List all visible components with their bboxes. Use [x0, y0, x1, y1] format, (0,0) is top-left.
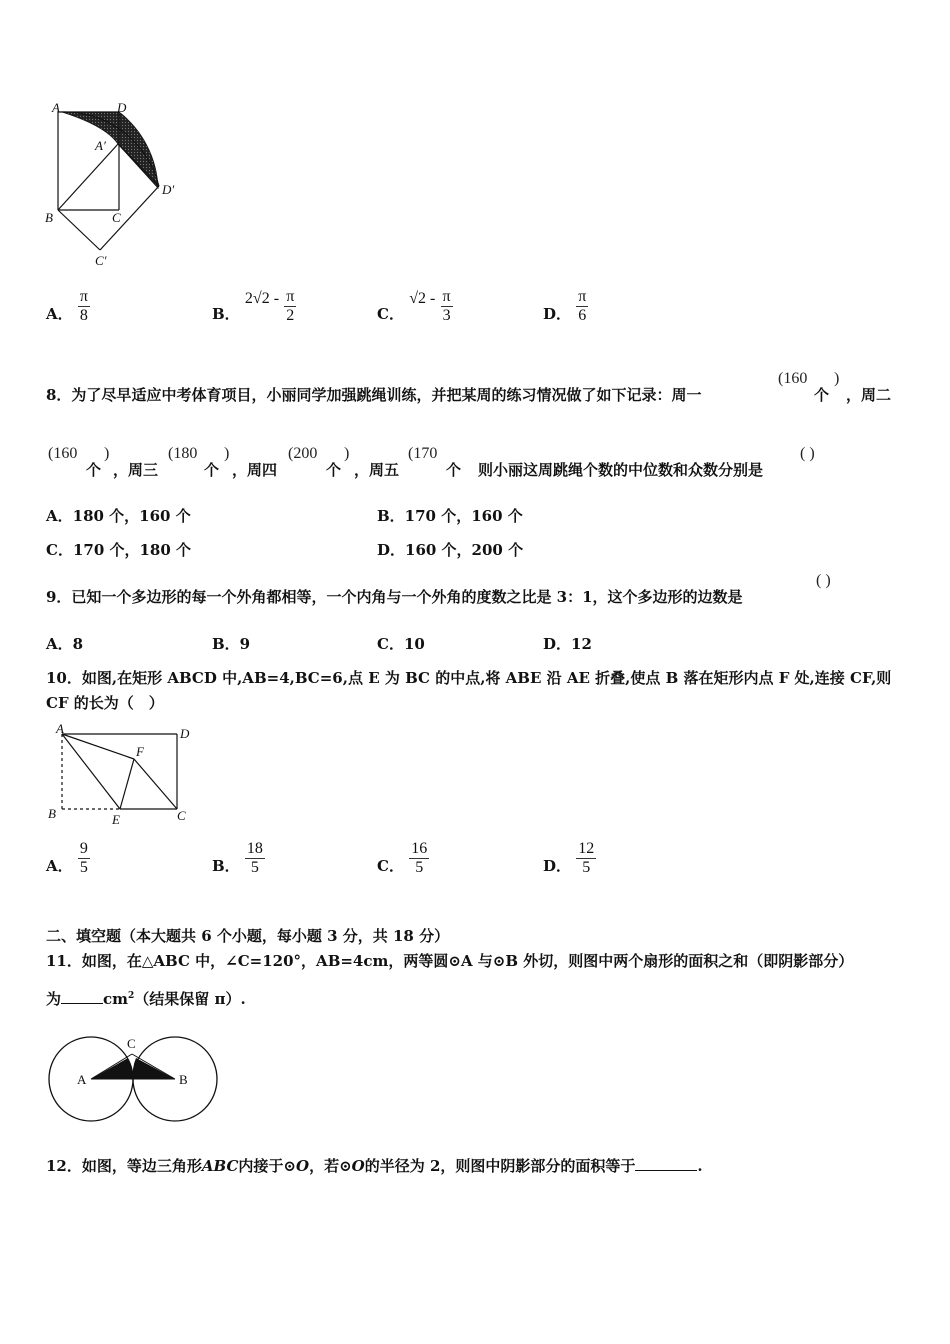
q12-answer-blank[interactable]	[635, 1170, 697, 1171]
q12-tail: 的半径为 2，则图中阴影部分的面积等于	[364, 1157, 636, 1175]
q12-end: .	[697, 1157, 703, 1175]
q7-label-A: A	[52, 100, 60, 115]
q10-b-letter: B．	[212, 857, 240, 876]
q11-answer-blank[interactable]	[61, 1003, 103, 1004]
q7-option-d[interactable]	[543, 288, 588, 326]
q12-mid1: 内接于⊙	[238, 1157, 296, 1175]
q11-line2	[46, 988, 246, 1009]
q12-o1: O	[296, 1157, 310, 1175]
q10-line1: 10．如图,在矩形 ABCD 中,AB=4,BC=6,点 E 为 BC 的中点,将 ABE 沿 AE 折叠,使点 B 落在矩形内点 F 处,连接 CF,则	[46, 669, 892, 687]
q11-label-B: B	[179, 1072, 188, 1087]
q7-a-letter: A．	[46, 305, 73, 324]
q10-a-fraction: $\frac{9}{5}$	[79, 840, 88, 877]
q7-option-a[interactable]	[46, 288, 90, 326]
q10-line2: CF 的长为（ ）	[46, 694, 164, 712]
q7-b-letter: B．	[212, 305, 240, 324]
q8-thu-label: ，周四	[232, 461, 278, 479]
q12-text	[46, 1155, 703, 1176]
q7-option-b[interactable]	[212, 288, 296, 326]
q12-mid2: ，若⊙	[309, 1157, 352, 1175]
q11-prefix: 为	[46, 990, 62, 1008]
q7-option-c[interactable]	[377, 288, 453, 326]
q11-figure	[40, 1030, 225, 1130]
q8-fri-label: ，周五	[354, 461, 400, 479]
q10-label-F: F	[136, 744, 144, 759]
q8-close-wed: )	[224, 445, 230, 462]
q10-c-fraction: $\frac{16}{5}$	[411, 840, 428, 877]
q7-b-fraction: $\frac{\pi}{2}$	[286, 288, 295, 325]
q8-value-thu: (200	[288, 445, 318, 462]
q8-unit-fri: 个	[446, 461, 462, 479]
q10-option-d[interactable]	[543, 840, 596, 878]
q10-option-b[interactable]	[212, 840, 265, 878]
q8-value-wed: (180	[168, 445, 198, 462]
q11-unit-sup: 2	[128, 991, 135, 1001]
q10-b-fraction: $\frac{18}{5}$	[246, 840, 263, 877]
q7-d-fraction: $\frac{\pi}{6}$	[578, 288, 587, 325]
q12-o2: O	[351, 1157, 365, 1175]
q8-value-fri: (170	[408, 445, 438, 462]
q7-label-C: C	[112, 210, 121, 225]
q8-question-tail: 则小丽这周跳绳个数的中位数和众数分别是	[478, 461, 764, 479]
q8-line1: 8．为了尽早适应中考体育项目，小丽同学加强跳绳训练，并把某周的练习情况做了如下记录：周一	[46, 386, 702, 404]
q8-option-b[interactable]: B．170 个，160 个	[377, 507, 523, 525]
q10-label-A: A	[56, 721, 64, 736]
q10-a-letter: A．	[46, 857, 73, 876]
q7-a-fraction: $\frac{\pi}{8}$	[79, 288, 88, 325]
q8-value-mon: (160	[778, 370, 808, 387]
q8-option-c[interactable]: C．170 个，180 个	[46, 541, 192, 559]
q9-option-b[interactable]: B．9	[212, 635, 251, 653]
q8-tue-label: ，周二	[846, 386, 892, 404]
q10-label-E: E	[112, 812, 120, 827]
q10-label-C: C	[177, 808, 186, 823]
q10-option-a[interactable]	[46, 840, 90, 878]
q10-d-fraction: $\frac{12}{5}$	[578, 840, 595, 877]
q8-unit-tue: 个	[86, 461, 102, 479]
q11-label-C: C	[127, 1036, 136, 1051]
q8-answer-paren: ( )	[800, 445, 815, 462]
q8-unit-thu: 个	[326, 461, 342, 479]
q10-label-B: B	[48, 806, 56, 821]
q10-label-D: D	[180, 726, 190, 741]
q7-label-D: D	[117, 100, 127, 115]
q9-option-c[interactable]: C．10	[377, 635, 425, 653]
q12-abc: ABC	[201, 1157, 239, 1175]
q8-unit-wed: 个	[204, 461, 220, 479]
q8-option-d[interactable]: D．160 个，200 个	[377, 541, 524, 559]
section-2-heading: 二、填空题（本大题共 6 个小题，每小题 3 分，共 18 分）	[46, 927, 450, 945]
q8-close-thu: )	[344, 445, 350, 462]
q8-close-tue: )	[104, 445, 110, 462]
q7-c-letter: C．	[377, 305, 404, 324]
q11-unit: cm	[103, 990, 129, 1008]
q8-option-a[interactable]: A．180 个，160 个	[46, 507, 191, 525]
q7-c-fraction: $\frac{\pi}{3}$	[442, 288, 451, 325]
q9-text: 9．已知一个多边形的每一个外角都相等，一个内角与一个外角的度数之比是 3：1，这个多边形的边数是	[46, 588, 743, 606]
q10-d-letter: D．	[543, 857, 572, 876]
q7-label-A1: A′	[95, 138, 106, 153]
q10-figure	[40, 718, 210, 828]
q11-tail: （结果保留 π）.	[134, 990, 246, 1008]
q9-option-a[interactable]: A．8	[46, 635, 84, 653]
q7-label-C1: C′	[95, 253, 107, 268]
q8-unit-mon: 个	[814, 386, 830, 404]
q9-option-d[interactable]: D．12	[543, 635, 592, 653]
q7-figure	[40, 100, 200, 275]
q7-b-prefix: 2√2 -	[244, 289, 280, 307]
q7-d-letter: D．	[543, 305, 572, 324]
q7-label-D1: D′	[162, 182, 175, 197]
q11-label-A: A	[77, 1072, 87, 1087]
q8-value-tue: (160	[48, 445, 78, 462]
q11-line1: 11．如图，在△ABC 中，∠C=120°，AB=4cm，两等圆⊙A 与⊙B 外切，则图中两个扇形的面积之和（即阴影部分）	[46, 952, 854, 970]
q9-answer-paren: ( )	[816, 572, 831, 589]
q8-close-mon: )	[834, 370, 840, 387]
q12-prefix: 12．如图，等边三角形	[46, 1157, 202, 1175]
q10-option-c[interactable]	[377, 840, 429, 878]
q7-c-prefix: √2 -	[409, 289, 436, 307]
q8-wed-label: ，周三	[113, 461, 159, 479]
q10-c-letter: C．	[377, 857, 404, 876]
q7-label-B: B	[45, 210, 53, 225]
